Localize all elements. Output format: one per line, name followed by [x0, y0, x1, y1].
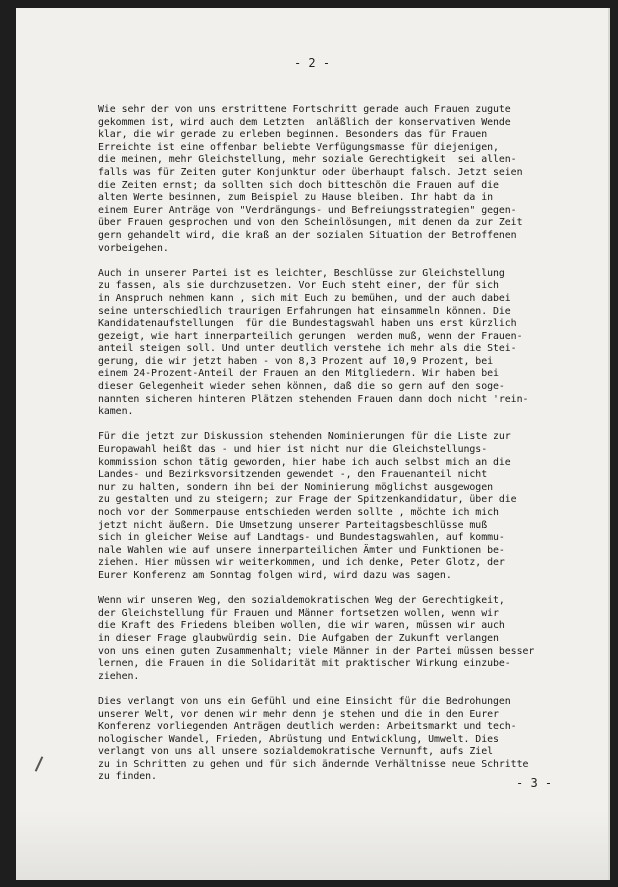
- paragraph-1: [98, 104, 598, 255]
- paragraph-4: [98, 595, 598, 683]
- text-line: lernen, die Frauen in die Solidarität mit praktischer Wirkung einzube-: [98, 658, 511, 670]
- text-line: Europawahl heißt das - und hier ist nicht nur die Gleichstellungs-: [98, 444, 488, 456]
- text-line: verlangt von uns all unsere sozialdemokratische Vernunft, aufs Ziel: [98, 746, 493, 758]
- text-line: einem Eurer Anträge von "Verdrängungs- und Befreiungsstrategien" gegen-: [98, 204, 517, 216]
- text-line: falls was für Zeiten guter Konjunktur oder überhaupt falsch. Jetzt seien: [98, 166, 523, 178]
- page-number-header: - 2 -: [293, 56, 331, 70]
- text-line: nologischer Wandel, Frieden, Abrüstung und Entwicklung, Umwelt. Dies: [98, 733, 499, 745]
- text-line: Erreichte ist eine offenbar beliebte Verfügungsmasse für diejenigen,: [98, 141, 499, 153]
- text-line: einem 24-Prozent-Anteil der Frauen an den Mitgliedern. Wir haben bei: [98, 368, 499, 380]
- document-page: [16, 8, 610, 880]
- text-line: gerung, die wir jetzt haben - von 8,3 Prozent auf 10,9 Prozent, bei: [98, 355, 493, 367]
- text-line: vorbeigehen.: [98, 242, 169, 254]
- text-line: Konferenz vorliegenden Anträgen deutlich werden: Arbeitsmarkt und tech-: [98, 721, 517, 733]
- text-line: zu in Schritten zu gehen und für sich ändernde Verhältnisse neue Schritte: [98, 758, 529, 770]
- text-line: jetzt nicht äußern. Die Umsetzung unserer Parteitagsbeschlüsse muß: [98, 519, 488, 531]
- text-line: sich in gleicher Weise auf Landtags- und Bundestagswahlen, auf kommu-: [98, 532, 505, 544]
- text-line: kamen.: [98, 406, 134, 418]
- text-line: in Anspruch nehmen kann , sich mit Euch zu bemühen, und der auch dabei: [98, 292, 511, 304]
- text-line: nur zu halten, sondern ihn bei der Nominierung möglichst ausgewogen: [98, 481, 493, 493]
- text-line: dieser Gelegenheit wieder sehen können, daß die so gern auf den soge-: [98, 381, 505, 393]
- text-line: ziehen.: [98, 670, 140, 682]
- text-line: ziehen. Hier müssen wir weiterkommen, und ich denke, Peter Glotz, der: [98, 557, 505, 569]
- text-line: gekommen ist, wird auch dem Letzten anläßlich der konservativen Wende: [98, 116, 511, 128]
- paragraph-3: [98, 431, 598, 582]
- text-line: zu finden.: [98, 771, 157, 783]
- text-line: Kandidatenaufstellungen für die Bundestagswahl haben uns erst kürzlich: [98, 318, 517, 330]
- paragraph-5: [98, 696, 598, 784]
- letter-body: [98, 104, 598, 797]
- page-number-footer: - 3 -: [516, 776, 553, 790]
- text-line: die Zeiten ernst; da sollten sich doch bitteschön die Frauen auf die: [98, 179, 499, 191]
- text-line: alten Werte besinnen, zum Beispiel zu Hause bleiben. Ihr habt da in: [98, 192, 493, 204]
- text-line: kommission schon tätig geworden, hier habe ich auch selbst mich an die: [98, 456, 511, 468]
- margin-pencil-mark: [35, 756, 44, 771]
- text-line: zu gestalten und zu steigern; zur Frage der Spitzenkandidatur, über die: [98, 494, 517, 506]
- text-line: gern gehandelt wird, die kraß an der sozialen Situation der Betroffenen: [98, 229, 517, 241]
- text-line: Wenn wir unseren Weg, den sozialdemokratischen Weg der Gerechtigkeit,: [98, 595, 505, 607]
- text-line: zu fassen, als sie durchzusetzen. Vor Euch steht einer, der für sich: [98, 280, 499, 292]
- text-line: Dies verlangt von uns ein Gefühl und eine Einsicht für die Bedrohungen: [98, 695, 511, 707]
- text-line: Eurer Konferenz am Sonntag folgen wird, wird dazu was sagen.: [98, 569, 452, 581]
- text-line: klar, die wir gerade zu erleben beginnen. Besonders das für Frauen: [98, 129, 488, 141]
- text-line: nale Wahlen wie auf unsere innerparteilichen Ämter und Funktionen be-: [98, 544, 505, 556]
- text-line: unserer Welt, vor denen wir mehr denn je stehen und die in den Eurer: [98, 708, 499, 720]
- text-line: Landes- und Bezirksvorsitzenden gewendet -, den Frauenanteil nicht: [98, 469, 488, 481]
- text-line: die meinen, mehr Gleichstellung, mehr soziale Gerechtigkeit sei allen-: [98, 154, 517, 166]
- text-line: gezeigt, wie hart innerparteilich gerungen werden muß, wenn der Frauen-: [98, 330, 523, 342]
- text-line: der Gleichstellung für Frauen und Männer fortsetzen wollen, wenn wir: [98, 607, 499, 619]
- text-line: in dieser Frage glaubwürdig sein. Die Aufgaben der Zukunft verlangen: [98, 632, 499, 644]
- text-line: Auch in unserer Partei ist es leichter, Beschlüsse zur Gleichstellung: [98, 267, 505, 279]
- text-line: anteil steigen soll. Und unter deutlich verstehe ich mehr als die Stei-: [98, 343, 517, 355]
- text-line: Wie sehr der von uns erstrittene Fortschritt gerade auch Frauen zugute: [98, 104, 511, 115]
- text-line: Für die jetzt zur Diskussion stehenden Nominierungen für die Liste zur: [98, 431, 511, 443]
- text-line: seine unterschiedlich traurigen Erfahrungen hat einsammeln können. Die: [98, 305, 511, 317]
- text-line: noch vor der Sommerpause entschieden werden sollte , möchte ich mich: [98, 507, 499, 518]
- text-line: über Frauen gesprochen und von den Scheinlösungen, mit denen da zur Zeit: [98, 217, 523, 229]
- text-line: die Kraft des Friedens bleiben wollen, die wir waren, müssen wir auch: [98, 620, 505, 632]
- text-line: von uns einen guten Zusammenhalt; viele Männer in der Partei müssen besser: [98, 645, 535, 657]
- paragraph-2: [98, 268, 598, 419]
- text-line: nannten sicheren hinteren Plätzen stehenden Frauen dann doch nicht 'rein-: [98, 393, 529, 405]
